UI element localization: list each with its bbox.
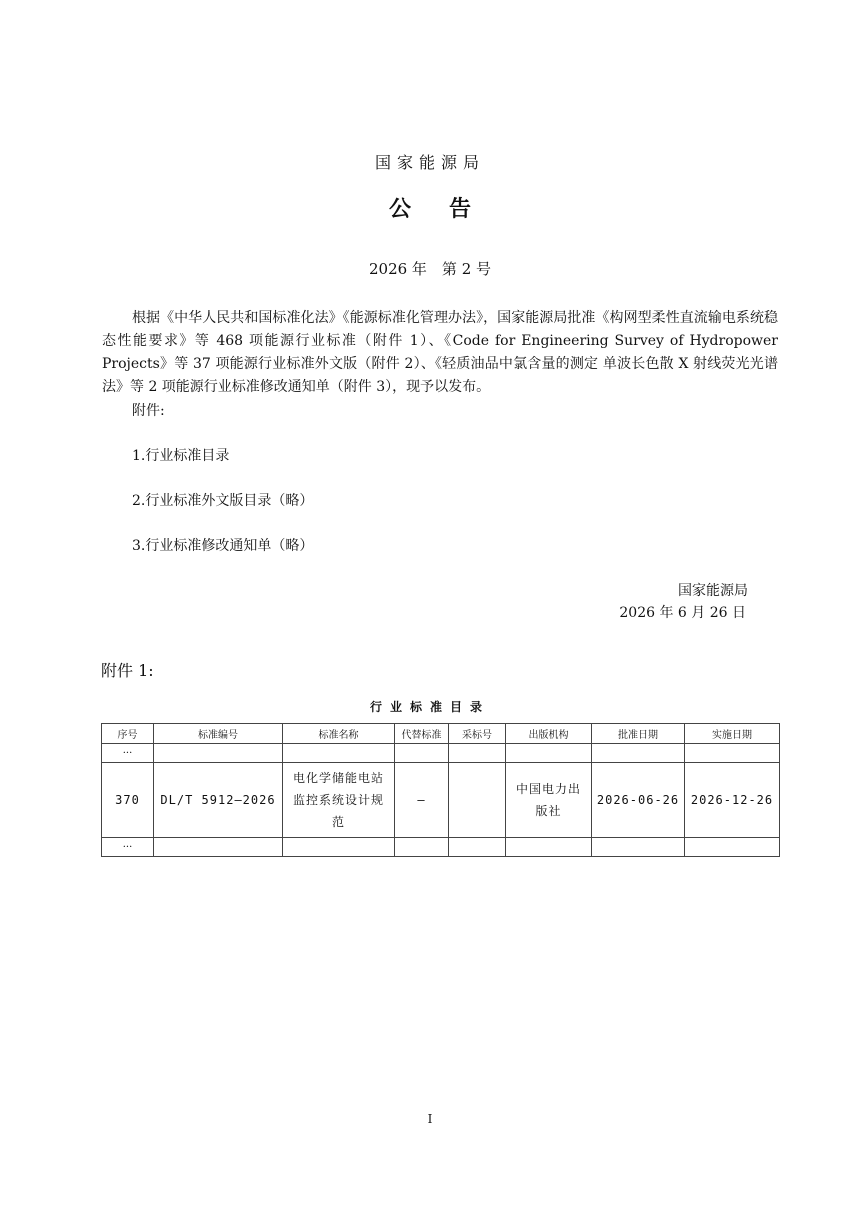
attachments-label: 附件:	[132, 403, 165, 419]
cell-seq: 370	[102, 763, 154, 838]
document-number: 2026 年 第 2 号	[368, 260, 492, 278]
issuing-agency: 国家能源局	[374, 153, 485, 172]
cell-replaces: —	[395, 763, 449, 838]
announcement-paragraph: 根据《中华人民共和国标准化法》《能源标准化管理办法》，国家能源局批准《构网型柔性直流输电系统稳态性能要求》等 468 项能源行业标准（附件 1）、《Code for Engineering Survey of Hydropower Projects》等 37 项能源行业标准外文版（附件 2）、《轻质油品中氯含量的测定 单波长色散 X 射线荧光光谱法》等 2 项能源行业标准修改通知单（附件 3），现予以发布。	[102, 310, 778, 395]
col-header-code: 标准编号	[154, 724, 283, 744]
col-header-replaces: 代替标准	[395, 724, 449, 744]
cell-code: DL/T 5912—2026	[154, 763, 283, 838]
table-row-ellipsis	[102, 744, 780, 763]
cell-effective: 2026-12-26	[685, 763, 780, 838]
table-row-ellipsis	[102, 838, 780, 857]
annex-label: 附件 1:	[101, 661, 154, 680]
table-title: 行业标准目录	[369, 700, 490, 714]
table-header-row	[102, 724, 780, 744]
attachment-item-1: 1.行业标准目录	[132, 448, 230, 464]
ellipsis-cell: ···	[102, 838, 154, 857]
attachment-item-3: 3.行业标准修改通知单（略）	[132, 538, 314, 554]
signature-org: 国家能源局	[678, 583, 748, 599]
col-header-name: 标准名称	[283, 724, 395, 744]
notice-title: 公告	[388, 197, 509, 222]
cell-adoption	[449, 763, 506, 838]
cell-name: 电化学储能电站监控系统设计规范	[283, 763, 395, 838]
page-number: I	[427, 1112, 433, 1126]
signature-date: 2026 年 6 月 26 日	[619, 605, 746, 621]
col-header-adoption: 采标号	[449, 724, 506, 744]
attachment-item-2: 2.行业标准外文版目录（略）	[132, 493, 314, 509]
table-row	[102, 763, 780, 838]
col-header-effective: 实施日期	[685, 724, 780, 744]
standards-table	[101, 723, 780, 857]
col-header-approved: 批准日期	[592, 724, 685, 744]
col-header-publisher: 出版机构	[506, 724, 592, 744]
cell-publisher: 中国电力出版社	[506, 763, 592, 838]
cell-approved: 2026-06-26	[592, 763, 685, 838]
ellipsis-cell: ···	[102, 744, 154, 763]
col-header-seq: 序号	[102, 724, 154, 744]
